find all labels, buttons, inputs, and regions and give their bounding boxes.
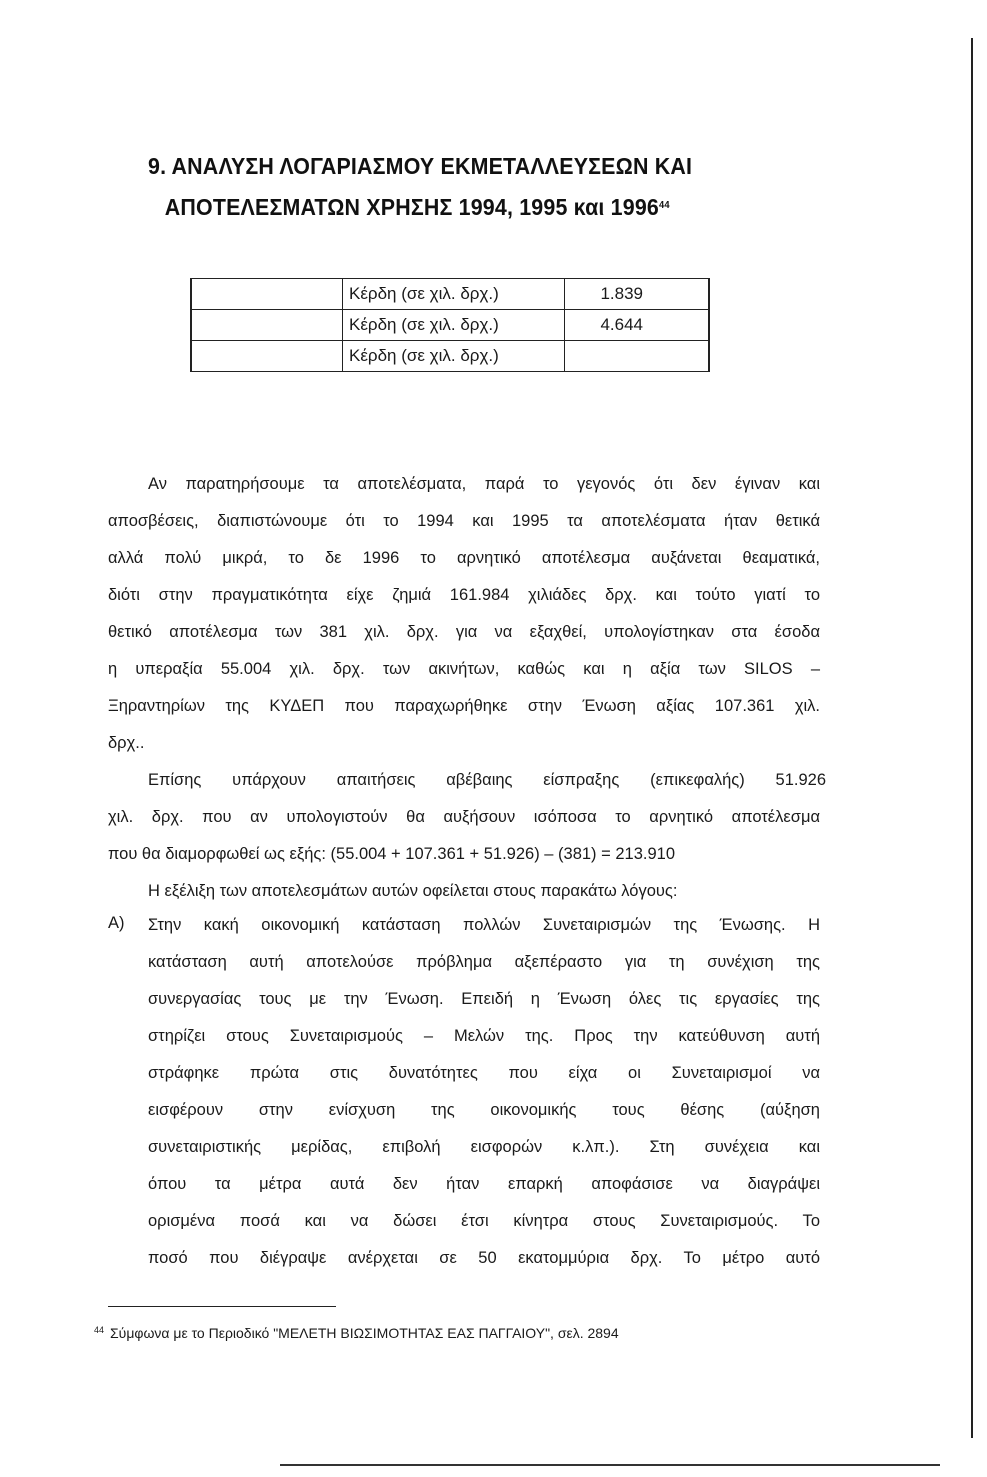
list-line: συνεταιριστικής μερίδας, επιβολή εισφορών κ.λπ.). Στη συνέχεια και	[148, 1138, 820, 1156]
table-row	[191, 279, 709, 310]
body-line: αλλά πολύ μικρά, το δε 1996 το αρνητικό αποτέλεσμα αυξάνεται θεαματικά,	[108, 549, 820, 567]
table-year-cell	[191, 341, 343, 372]
body-line: Ξηραντηρίων της ΚΥΔΕΠ που παραχωρήθηκε στην Ένωση αξίας 107.361 χιλ.	[108, 697, 820, 715]
table-row	[191, 341, 709, 372]
list-line: στηρίζει στους Συνεταιρισμούς – Μελών της. Προς την κατεύθυνση αυτή	[148, 1027, 820, 1045]
section-heading	[148, 146, 692, 228]
heading-footnote-ref: 44	[659, 200, 670, 211]
footnote-text: Σύμφωνα με το Περιοδικό "ΜΕΛΕΤΗ ΒΙΩΣΙΜΟΤΗΤΑΣ ΕΑΣ ΠΑΓΓΑΙΟΥ", σελ. 2894	[110, 1325, 619, 1341]
body-line: διότι στην πραγματικότητα είχε ζημιά 161.984 χιλιάδες δρχ. και τούτο γιατί το	[108, 586, 820, 604]
body-line: Επίσης υπάρχουν απαιτήσεις αβέβαιης είσπραξης (επικεφαλής) 51.926	[148, 771, 826, 789]
footnote	[94, 1325, 619, 1341]
table-label-cell: Κέρδη (σε χιλ. δρχ.)	[343, 310, 565, 341]
table-value-cell: 4.644	[565, 310, 710, 341]
footnote-rule	[108, 1306, 336, 1307]
body-line: που θα διαμορφωθεί ως εξής: (55.004 + 107.361 + 51.926) – (381) = 213.910	[108, 845, 676, 863]
list-line: εισφέρουν στην ενίσχυση της οικονομικής τους θέσης (αύξηση	[148, 1101, 820, 1119]
list-line: κατάσταση αυτή αποτελούσε πρόβλημα αξεπέραστο για τη συνέχιση της	[148, 953, 820, 971]
body-line: θετικό αποτέλεσμα των 381 χιλ. δρχ. για να εξαχθεί, υπολογίστηκαν στα έσοδα	[108, 623, 820, 641]
body-line: Η εξέλιξη των αποτελεσμάτων αυτών οφείλεται στους παρακάτω λόγους:	[148, 882, 678, 900]
bottom-edge-line	[280, 1464, 940, 1466]
table-year-cell	[191, 279, 343, 310]
table-label-cell: Κέρδη (σε χιλ. δρχ.)	[343, 279, 565, 310]
heading-line-1: 9. ΑΝΑΛΥΣΗ ΛΟΓΑΡΙΑΣΜΟΥ ΕΚΜΕΤΑΛΛΕΥΣΕΩΝ ΚΑΙ	[148, 153, 693, 179]
body-line: αποσβέσεις, διαπιστώνουμε ότι το 1994 και 1995 τα αποτελέσματα ήταν θετικά	[108, 512, 820, 530]
list-line: Στην κακή οικονομική κατάσταση πολλών Συνεταιρισμών της Ένωσης. Η	[148, 916, 820, 934]
heading-line-2	[148, 187, 692, 228]
heading-line-2-text: ΑΠΟΤΕΛΕΣΜΑΤΩΝ ΧΡΗΣΗΣ 1994, 1995 και 1996	[164, 194, 660, 220]
table-value-cell	[565, 341, 710, 372]
table-row	[191, 310, 709, 341]
footnote-number: 44	[94, 1325, 105, 1335]
body-line: χιλ. δρχ. που αν υπολογιστούν θα αυξήσουν ισόποσα το αρνητικό αποτέλεσμα	[108, 808, 820, 826]
body-line: Αν παρατηρήσουμε τα αποτελέσματα, παρά το γεγονός ότι δεν έγιναν και	[148, 475, 820, 493]
list-line: στράφηκε πρώτα στις δυνατότητες που είχα οι Συνεταιρισμοί να	[148, 1064, 820, 1082]
list-marker: Α)	[108, 914, 125, 932]
profit-table	[190, 278, 710, 372]
list-line: ορισμένα ποσά και να δώσει έτσι κίνητρα στους Συνεταιρισμούς. Το	[148, 1212, 820, 1230]
scan-edge-line	[971, 38, 973, 1438]
table-value-cell: 1.839	[565, 279, 710, 310]
body-line: δρχ..	[108, 734, 145, 752]
list-line: ποσό που διέγραψε ανέρχεται σε 50 εκατομμύρια δρχ. Το μέτρο αυτό	[148, 1249, 820, 1267]
table-year-cell	[191, 310, 343, 341]
table-label-cell: Κέρδη (σε χιλ. δρχ.)	[343, 341, 565, 372]
list-line: συνεργασίας τους με την Ένωση. Επειδή η Ένωση όλες τις εργασίες της	[148, 990, 820, 1008]
list-line: όπου τα μέτρα αυτά δεν ήταν επαρκή αποφάσισε να διαγράψει	[148, 1175, 820, 1193]
body-line: η υπεραξία 55.004 χιλ. δρχ. των ακινήτων, καθώς και η αξία των SILOS –	[108, 660, 820, 678]
